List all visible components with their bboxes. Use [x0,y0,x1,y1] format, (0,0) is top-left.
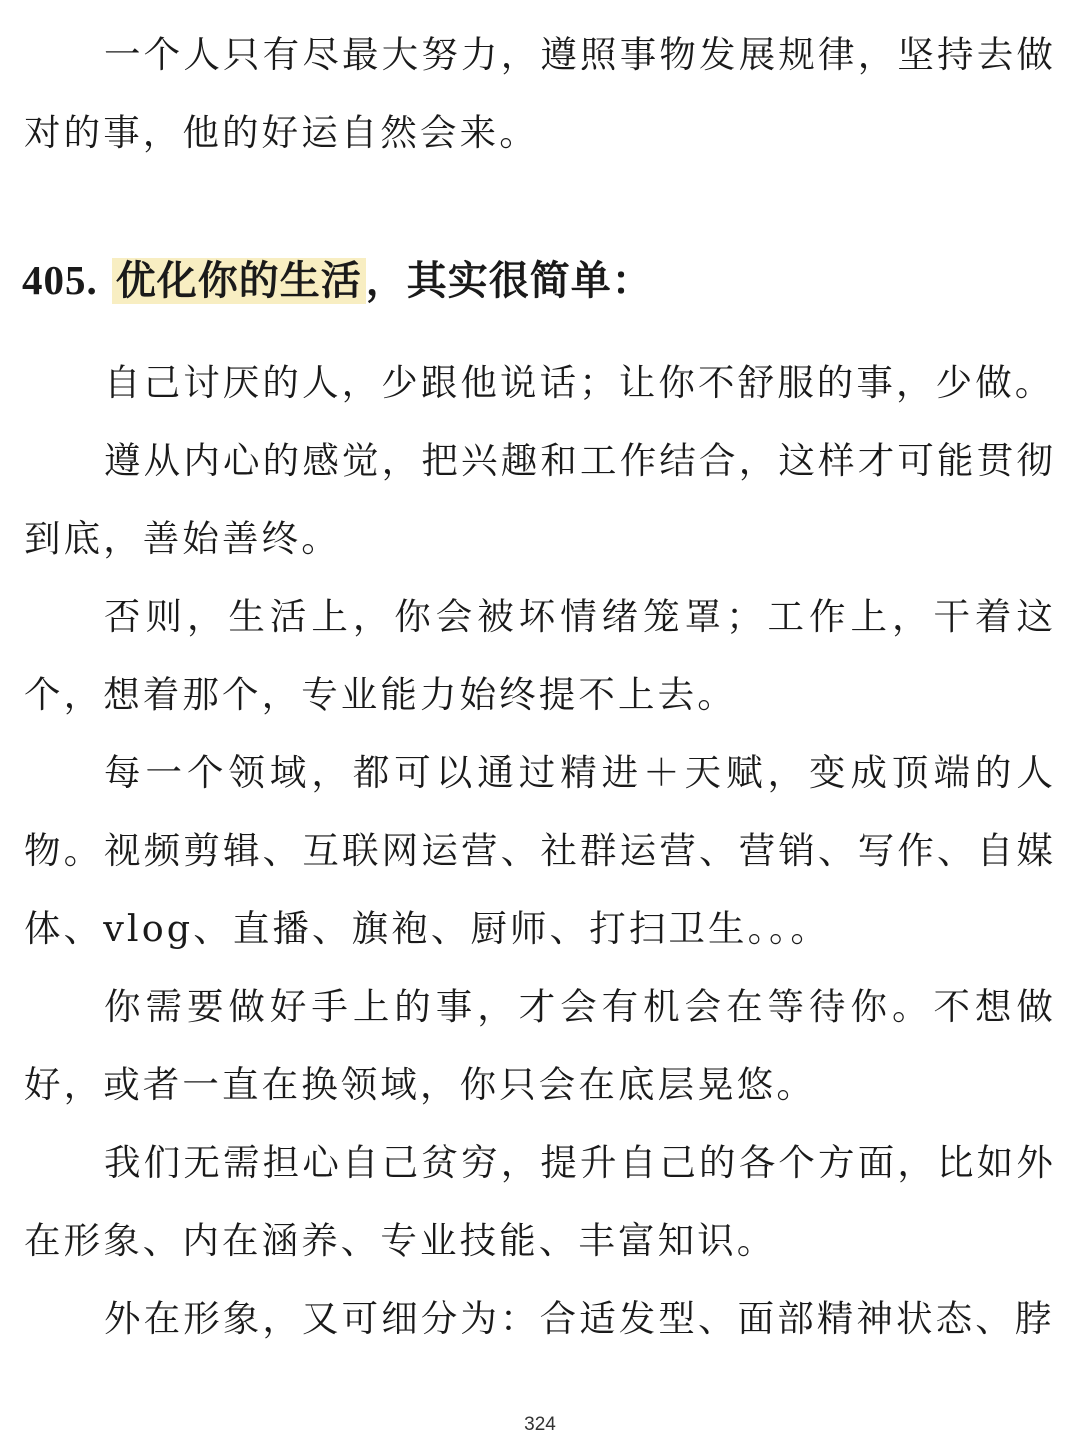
page-number: 324 [524,1414,556,1435]
paragraph-4: 每一个领域，都可以通过精进＋天赋，变成顶端的人物。 [24,751,1056,872]
paragraph-3: 否则，生活上，你会被坏情绪笼罩；工作上，干着这个，想着那个，专业能力始终提不上去。 [24,595,1056,716]
paragraph-2: 遵从内心的感觉，把兴趣和工作结合，这样才可能贯彻到底，善始善终。 [24,439,1056,560]
paragraph-1: 自己讨厌的人，少跟他说话；让你不舒服的事，少做。 [104,361,1055,404]
paragraph-intro: 一个人只有尽最大努力，遵照事物发展规律，坚持去做对的事，他的好运自然会来。 [24,33,1056,154]
section-heading [22,248,653,313]
section-number: 405. [22,257,98,303]
heading-highlight: 优化你的生活 [112,258,366,304]
paragraph-6: 你需要做好手上的事，才会有机会在等待你。不想做好，或者一直在换领域，你只会在底层晃悠。 [24,985,1056,1106]
paragraph-8: 外在形象，又可细分为：合适发型、面部精神状态、脖 [104,1297,1055,1340]
paragraph-7: 我们无需担心自己贫穷，提升自己的各个方面，比如外在形象、内在涵养、专业技能、丰富知识。 [24,1141,1056,1262]
heading-rest: ，其实很简单： [365,258,653,304]
paragraph-5: 视频剪辑、互联网运营、社群运营、营销、写作、自媒体、vlog、直播、旗袍、厨师、打扫卫生。。。 [24,829,1056,950]
